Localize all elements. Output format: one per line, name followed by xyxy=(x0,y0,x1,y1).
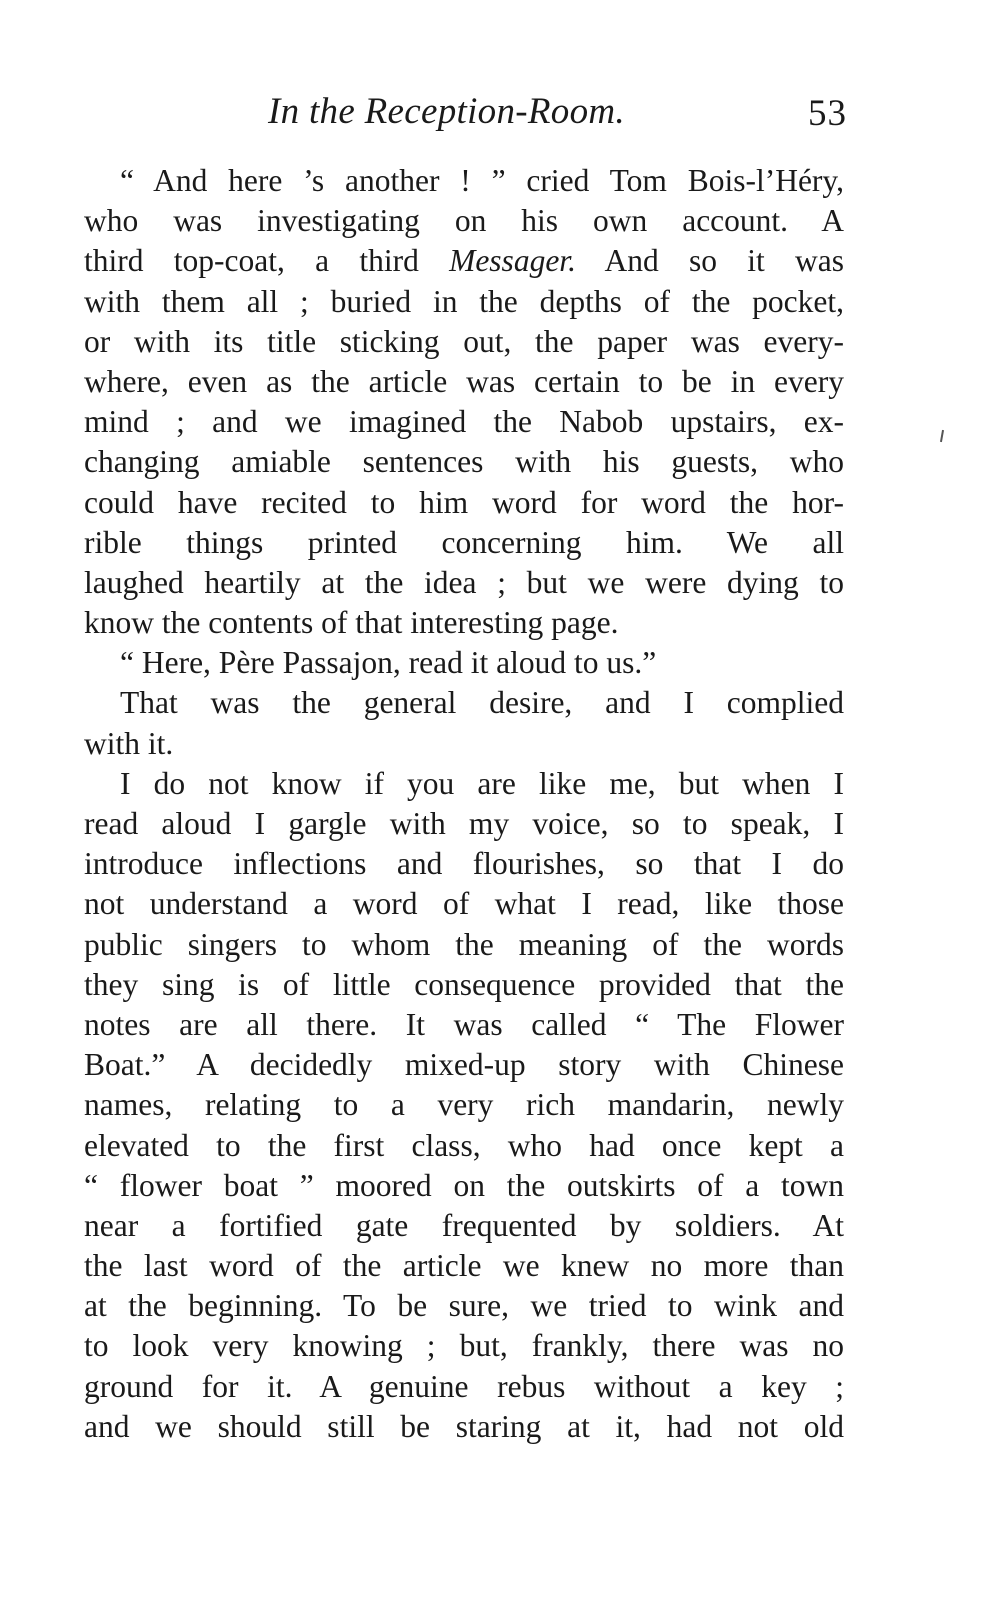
text-line: know the contents of that interesting page. xyxy=(84,605,619,641)
text-line: introduce inflections and flourishes, so that I do xyxy=(84,846,844,882)
text-line: rible things printed concerning him. We all xyxy=(84,524,844,560)
running-title: In the Reception-Room. xyxy=(268,91,625,132)
text-line: with them all ; buried in the depths of the pocket, xyxy=(84,283,844,319)
text-line: near a fortified gate frequented by soldiers. At xyxy=(84,1207,844,1243)
text-line: Boat.” A decidedly mixed-up story with Chinese xyxy=(84,1047,844,1083)
text-line: and we should still be staring at it, had not old xyxy=(84,1408,844,1444)
text-line-part: third top-coat, a third xyxy=(84,243,450,279)
text-line: “ Here, Père Passajon, read it aloud to us.” xyxy=(120,645,657,681)
text-line: the last word of the article we knew no more than xyxy=(84,1248,844,1284)
text-line: “ flower boat ” moored on the outskirts of a town xyxy=(84,1167,844,1203)
text-line: or with its title sticking out, the paper was every- xyxy=(84,323,844,359)
running-header xyxy=(0,82,1000,142)
text-line: who was investigating on his own account. A xyxy=(84,203,844,239)
text-line: ground for it. A genuine rebus without a key ; xyxy=(84,1368,844,1404)
text-line: “ And here ’s another ! ” cried Tom Bois-l’Héry, xyxy=(120,163,844,198)
text-line: could have recited to him word for word the hor- xyxy=(84,484,844,520)
text-line: laughed heartily at the idea ; but we were dying to xyxy=(84,564,844,600)
text-line: I do not know if you are like me, but when I xyxy=(120,765,844,801)
page-number: 53 xyxy=(808,93,847,134)
text-line: with it. xyxy=(84,725,174,761)
margin-speck xyxy=(940,430,944,442)
text-line: not understand a word of what I read, like those xyxy=(84,886,844,922)
text-line: at the beginning. To be sure, we tried to wink and xyxy=(84,1288,844,1324)
italic-title: Messager. xyxy=(449,243,576,279)
text-line: names, relating to a very rich mandarin, newly xyxy=(84,1087,844,1123)
text-line: where, even as the article was certain to be in every xyxy=(84,363,844,399)
text-line: mind ; and we imagined the Nabob upstairs, ex- xyxy=(84,404,844,440)
text-line: notes are all there. It was called “ The Flower xyxy=(84,1006,844,1042)
text-line: to look very knowing ; but, frankly, there was no xyxy=(84,1328,844,1364)
body-text xyxy=(84,161,844,1447)
text-line: elevated to the first class, who had once kept a xyxy=(84,1127,844,1163)
text-line: read aloud I gargle with my voice, so to speak, I xyxy=(84,806,844,841)
text-line: changing amiable sentences with his guests, who xyxy=(84,444,844,480)
text-line: they sing is of little consequence provided that the xyxy=(84,966,844,1002)
text-line: That was the general desire, and I complied xyxy=(120,685,844,721)
text-line xyxy=(84,241,844,281)
text-line-part: And so it was xyxy=(575,243,844,279)
text-line: public singers to whom the meaning of the words xyxy=(84,926,844,962)
